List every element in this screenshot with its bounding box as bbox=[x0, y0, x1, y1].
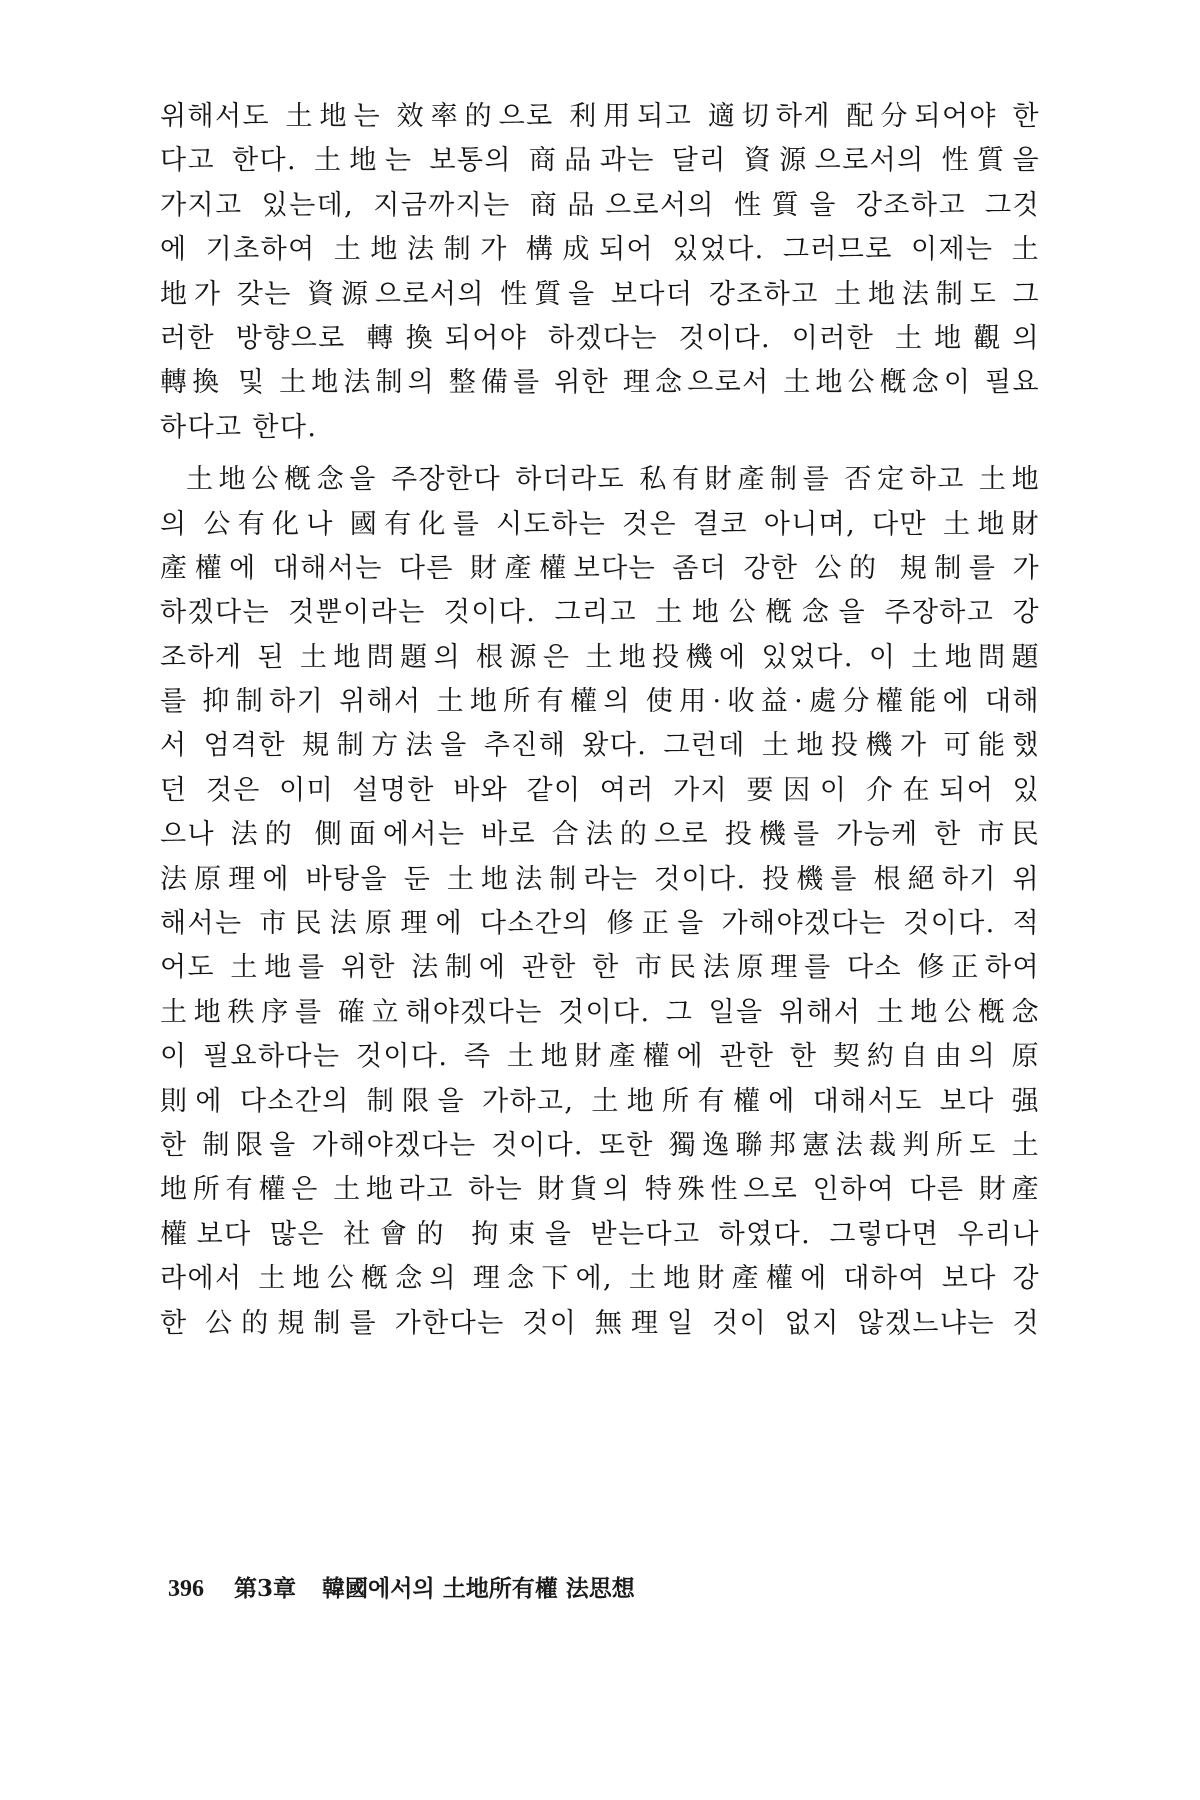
chapter-label: 第3章 bbox=[234, 1575, 297, 1602]
text-line: 던 것은 이미 설명한 바와 같이 여러 가지 要因이 介在되어 있 bbox=[160, 774, 1040, 806]
text-line: 위해서도 土地는 效率的으로 利用되고 適切하게 配分되어야 한 bbox=[160, 101, 1040, 132]
text-line: 서 엄격한 規制方法을 추진해 왔다. 그런데 土地投機가 可能했 bbox=[160, 730, 1040, 762]
paragraph-1 bbox=[160, 95, 1040, 450]
text-line: 라에서 土地公槪念의 理念下에, 土地財產權에 대하여 보다 강 bbox=[160, 1263, 1040, 1295]
text-line: 則에 다소간의 制限을 가하고, 土地所有權에 대해서도 보다 强 bbox=[160, 1085, 1040, 1117]
running-footer bbox=[168, 1570, 653, 1603]
body-text bbox=[160, 95, 1040, 1346]
text-line: 가지고 있는데, 지금까지는 商品으로서의 性質을 강조하고 그것 bbox=[160, 189, 1040, 221]
page-number: 396 bbox=[168, 1576, 204, 1602]
text-line: 해서는 市民法原理에 다소간의 修正을 가해야겠다는 것이다. 적 bbox=[160, 908, 1040, 940]
text-line: 轉換 및 土地法制의 整備를 위한 理念으로서 土地公槪念이 필요 bbox=[160, 367, 1040, 399]
text-line: 하다고 한다. bbox=[160, 411, 318, 443]
paragraph-gap bbox=[160, 450, 1040, 458]
text-line: 러한 방향으로 轉換되어야 하겠다는 것이다. 이러한 土地觀의 bbox=[160, 322, 1040, 354]
text-line: 權보다 많은 社會的 拘束을 받는다고 하였다. 그렇다면 우리나 bbox=[160, 1218, 1040, 1250]
text-line: 다고 한다. 土地는 보통의 商品과는 달리 資源으로서의 性質을 bbox=[160, 145, 1040, 177]
text-line: 으나 法的 側面에서는 바로 合法的으로 投機를 가능케 한 市民 bbox=[160, 819, 1040, 851]
text-line: 土地公槪念을 주장한다 하더라도 私有財產制를 否定하고 土地 bbox=[186, 464, 1040, 496]
text-line: 한 公的規制를 가한다는 것이 無理일 것이 없지 않겠느냐는 것 bbox=[160, 1307, 1040, 1339]
text-line: 의 公有化나 國有化를 시도하는 것은 결코 아니며, 다만 土地財 bbox=[160, 508, 1040, 540]
text-line: 產權에 대해서는 다른 財產權보다는 좀더 강한 公的 規制를 가 bbox=[160, 552, 1040, 584]
text-line: 를 抑制하기 위해서 土地所有權의 使用·收益·處分權能에 대해 bbox=[160, 686, 1040, 718]
text-line: 에 기초하여 土地法制가 構成되어 있었다. 그러므로 이제는 土 bbox=[160, 234, 1040, 266]
text-line: 어도 土地를 위한 法制에 관한 한 市民法原理를 다소 修正하여 bbox=[160, 952, 1040, 984]
text-line: 土地秩序를 確立해야겠다는 것이다. 그 일을 위해서 土地公槪念 bbox=[160, 996, 1040, 1028]
text-line: 地所有權은 土地라고 하는 財貨의 特殊性으로 인하여 다른 財產 bbox=[160, 1174, 1040, 1206]
text-line: 한 制限을 가해야겠다는 것이다. 또한 獨逸聯邦憲法裁判所도 土 bbox=[160, 1129, 1040, 1161]
text-line: 하겠다는 것뿐이라는 것이다. 그리고 土地公槪念을 주장하고 강 bbox=[160, 597, 1040, 629]
text-line: 法原理에 바탕을 둔 土地法制라는 것이다. 投機를 根絕하기 위 bbox=[160, 863, 1040, 895]
chapter-title: 韓國에서의 土地所有權 法思想 bbox=[322, 1575, 635, 1602]
text-line: 조하게 된 土地問題의 根源은 土地投機에 있었다. 이 土地問題 bbox=[160, 641, 1040, 673]
text-line: 地가 갖는 資源으로서의 性質을 보다더 강조하고 土地法制도 그 bbox=[160, 278, 1040, 310]
paragraph-2 bbox=[160, 458, 1040, 1346]
text-line: 이 필요하다는 것이다. 즉 土地財產權에 관한 한 契約自由의 原 bbox=[160, 1041, 1040, 1073]
